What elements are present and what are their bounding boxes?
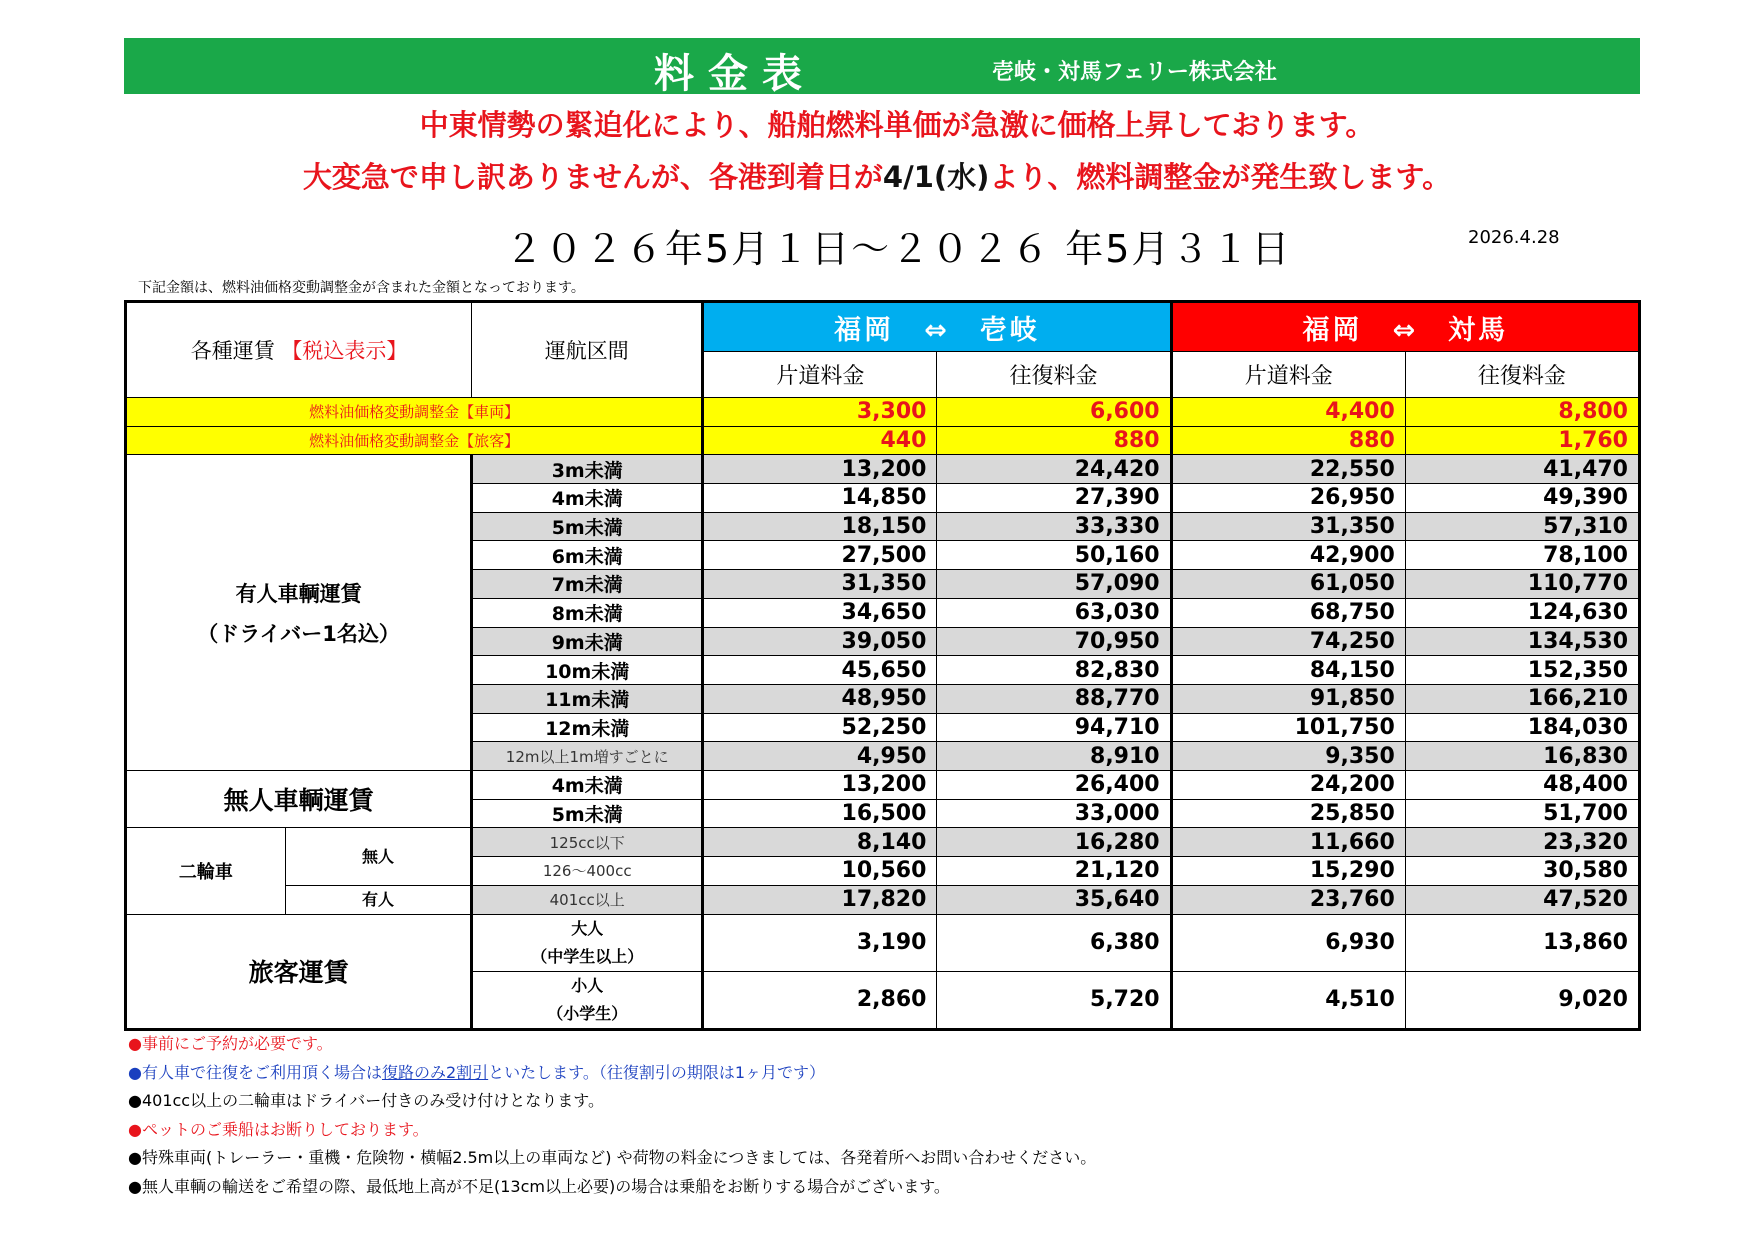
passenger-type-note: （中学生以上）	[531, 946, 644, 966]
car-with-driver-category	[126, 455, 472, 771]
fare-cell: 25,850	[1171, 799, 1405, 828]
fare-cell: 88,770	[937, 684, 1171, 713]
fare-cell: 6,930	[1171, 914, 1405, 971]
fare-cell: 13,200	[703, 455, 937, 484]
tsushima-oneway-header: 片道料金	[1171, 352, 1405, 398]
table-row	[126, 770, 1640, 799]
motorcycle-manned-label: 有人	[285, 885, 471, 914]
motorcycle-category: 二輪車	[126, 828, 286, 914]
fare-cell: 24,420	[937, 455, 1171, 484]
engine-size-section: 401cc以上	[472, 885, 703, 914]
table-row	[126, 914, 1640, 971]
fare-cell: 63,030	[937, 598, 1171, 627]
fare-cell: 57,090	[937, 570, 1171, 599]
fuel-surcharge-value: 440	[703, 426, 937, 455]
fare-cell: 23,320	[1405, 828, 1639, 857]
passenger-type-section	[472, 971, 703, 1029]
fare-cell: 16,830	[1405, 742, 1639, 771]
vehicle-length-section: 7m未満	[472, 570, 703, 599]
passenger-type-note: （小学生）	[547, 1003, 628, 1023]
engine-size-section: 126～400cc	[472, 857, 703, 886]
fuel-surcharge-value: 1,760	[1405, 426, 1639, 455]
fuel-surcharge-value: 6,600	[937, 398, 1171, 427]
fare-cell: 26,950	[1171, 484, 1405, 513]
fare-cell: 42,900	[1171, 541, 1405, 570]
valid-period: ２０２６年5月１日～２０２６ 年5月３１日	[505, 227, 1292, 271]
vehicle-length-section: 4m未満	[472, 484, 703, 513]
note-2-a: ●有人車で往復をご利用頂く場合は	[128, 1062, 382, 1082]
fuel-surcharge-value: 4,400	[1171, 398, 1405, 427]
fare-cell: 15,290	[1171, 857, 1405, 886]
fare-cell: 101,750	[1171, 713, 1405, 742]
fare-cell: 31,350	[703, 570, 937, 599]
passenger-type: 大人	[571, 918, 604, 938]
note-2-underline: 復路のみ2割引	[381, 1062, 489, 1082]
note-reservation: ●事前にご予約が必要です。	[128, 1034, 333, 1053]
fare-cell: 16,500	[703, 799, 937, 828]
fare-cell: 2,860	[703, 971, 937, 1029]
vehicle-length-section: 12m未満	[472, 713, 703, 742]
fare-cell: 74,250	[1171, 627, 1405, 656]
fuel-surcharge-value: 880	[1171, 426, 1405, 455]
fare-cell: 33,000	[937, 799, 1171, 828]
note-ground-clearance: ●無人車輌の輸送をご希望の際、最低地上高が不足(13cm以上必要)の場合は乗船をお断りする場合がございます。	[128, 1176, 950, 1196]
vehicle-length-section: 4m未満	[472, 770, 703, 799]
engine-size-section: 125cc以下	[472, 828, 703, 857]
route-tsushima-header: 福岡 ⇔ 対馬	[1171, 302, 1639, 352]
vehicle-length-section: 5m未満	[472, 799, 703, 828]
fare-cell: 21,120	[937, 857, 1171, 886]
fare-cell: 13,860	[1405, 914, 1639, 971]
fare-cell: 48,400	[1405, 770, 1639, 799]
fare-cell: 41,470	[1405, 455, 1639, 484]
note-2-b: といたします。（往復割引の期限は1ヶ月です）	[488, 1062, 826, 1082]
route-iki-header: 福岡 ⇔ 壱岐	[703, 302, 1171, 352]
fare-cell: 82,830	[937, 656, 1171, 685]
fuel-surcharge-value: 3,300	[703, 398, 937, 427]
fare-cell: 33,330	[937, 512, 1171, 541]
car-without-driver-category: 無人車輌運賃	[126, 770, 472, 827]
fare-cell: 24,200	[1171, 770, 1405, 799]
fare-cell: 10,560	[703, 857, 937, 886]
fare-cell: 47,520	[1405, 885, 1639, 914]
fare-table	[124, 300, 1641, 1031]
fare-cell: 57,310	[1405, 512, 1639, 541]
vehicle-length-section: 8m未満	[472, 598, 703, 627]
fare-cell: 30,580	[1405, 857, 1639, 886]
table-row	[126, 828, 1640, 857]
fare-cell: 3,190	[703, 914, 937, 971]
fare-cell: 124,630	[1405, 598, 1639, 627]
fuel-surcharge-value: 8,800	[1405, 398, 1639, 427]
tsushima-roundtrip-header: 往復料金	[1405, 352, 1639, 398]
vehicle-length-section: 3m未満	[472, 455, 703, 484]
company-name: 壱岐・対馬フェリー株式会社	[992, 60, 1277, 85]
car-with-driver-subtitle: （ドライバー1名込）	[197, 621, 400, 646]
notice-line-2-b: より、燃料調整金が発生致します。	[989, 160, 1452, 194]
vehicle-length-section: 6m未満	[472, 541, 703, 570]
fare-cell: 27,390	[937, 484, 1171, 513]
fare-cell: 166,210	[1405, 684, 1639, 713]
fare-cell: 9,350	[1171, 742, 1405, 771]
tax-included-label: 【税込表示】	[281, 339, 408, 363]
fare-cell: 48,950	[703, 684, 937, 713]
fuel-surcharge-row	[126, 426, 1640, 455]
fare-cell: 23,760	[1171, 885, 1405, 914]
fare-cell: 35,640	[937, 885, 1171, 914]
fare-cell: 4,510	[1171, 971, 1405, 1029]
fare-cell: 61,050	[1171, 570, 1405, 599]
fare-cell: 6,380	[937, 914, 1171, 971]
vehicle-length-section: 10m未満	[472, 656, 703, 685]
table-row	[126, 455, 1640, 484]
fare-cell: 68,750	[1171, 598, 1405, 627]
fare-type-label: 各種運賃	[190, 339, 275, 363]
fare-cell: 152,350	[1405, 656, 1639, 685]
fare-cell: 91,850	[1171, 684, 1405, 713]
fare-cell: 8,140	[703, 828, 937, 857]
fare-cell: 5,720	[937, 971, 1171, 1029]
page-title: 料金表	[654, 51, 816, 97]
fuel-surcharge-label: 燃料油価格変動調整金【旅客】	[126, 426, 703, 455]
fare-cell: 17,820	[703, 885, 937, 914]
notice-line-2	[0, 155, 1754, 196]
table-row	[126, 885, 1640, 914]
fuel-surcharge-value: 880	[937, 426, 1171, 455]
fare-cell: 39,050	[703, 627, 937, 656]
fare-cell: 16,280	[937, 828, 1171, 857]
fare-cell: 14,850	[703, 484, 937, 513]
passenger-type: 小人	[571, 975, 604, 995]
passenger-type-section	[472, 914, 703, 971]
table-note: 下記金額は、燃料油価格変動調整金が含まれた金額となっております。	[138, 280, 585, 296]
fare-cell: 78,100	[1405, 541, 1639, 570]
fare-cell: 45,650	[703, 656, 937, 685]
fare-cell: 184,030	[1405, 713, 1639, 742]
fare-cell: 8,910	[937, 742, 1171, 771]
fare-cell: 4,950	[703, 742, 937, 771]
motorcycle-unmanned-label: 無人	[285, 828, 471, 885]
car-with-driver-title: 有人車輌運賃	[235, 581, 362, 606]
fare-cell: 49,390	[1405, 484, 1639, 513]
fare-cell: 11,660	[1171, 828, 1405, 857]
fare-type-header	[126, 302, 472, 398]
vehicle-length-section: 9m未満	[472, 627, 703, 656]
fare-cell: 9,020	[1405, 971, 1639, 1029]
section-header: 運航区間	[472, 302, 703, 398]
title-bar	[124, 38, 1640, 97]
fuel-surcharge-label: 燃料油価格変動調整金【車両】	[126, 398, 703, 427]
notice-date: 4/1(水)	[882, 160, 990, 194]
fare-cell: 18,150	[703, 512, 937, 541]
iki-oneway-header: 片道料金	[703, 352, 937, 398]
note-roundtrip-discount	[128, 1059, 1096, 1088]
fare-cell: 94,710	[937, 713, 1171, 742]
fare-cell: 84,150	[1171, 656, 1405, 685]
notes	[128, 1030, 1096, 1202]
vehicle-length-section: 12m以上1m増すごとに	[472, 742, 703, 771]
iki-roundtrip-header: 往復料金	[937, 352, 1171, 398]
fare-cell: 27,500	[703, 541, 937, 570]
fare-cell: 70,950	[937, 627, 1171, 656]
fare-cell: 134,530	[1405, 627, 1639, 656]
fare-cell: 34,650	[703, 598, 937, 627]
fare-cell: 51,700	[1405, 799, 1639, 828]
note-pets: ●ペットのご乗船はお断りしております。	[128, 1119, 429, 1139]
fare-cell: 52,250	[703, 713, 937, 742]
fare-cell: 50,160	[937, 541, 1171, 570]
issue-date: 2026.4.28	[1468, 227, 1560, 248]
fare-cell: 22,550	[1171, 455, 1405, 484]
notice-line-1: 中東情勢の緊迫化により、船舶燃料単価が急激に価格上昇しております。	[419, 108, 1375, 142]
passenger-category: 旅客運賃	[126, 914, 472, 1029]
fare-cell: 110,770	[1405, 570, 1639, 599]
fare-cell: 31,350	[1171, 512, 1405, 541]
fuel-surcharge-row	[126, 398, 1640, 427]
fare-cell: 13,200	[703, 770, 937, 799]
vehicle-length-section: 5m未満	[472, 512, 703, 541]
notice-line-2-a: 大変急で申し訳ありませんが、各港到着日が	[302, 160, 883, 194]
vehicle-length-section: 11m未満	[472, 684, 703, 713]
fare-cell: 26,400	[937, 770, 1171, 799]
note-motorcycle: ●401cc以上の二輪車はドライバー付きのみ受け付けとなります。	[128, 1091, 605, 1111]
note-special-vehicles: ●特殊車両(トレーラー・重機・危険物・横幅2.5m以上の車両など) や荷物の料金につきましては、各発着所へお問い合わせください。	[128, 1148, 1097, 1168]
